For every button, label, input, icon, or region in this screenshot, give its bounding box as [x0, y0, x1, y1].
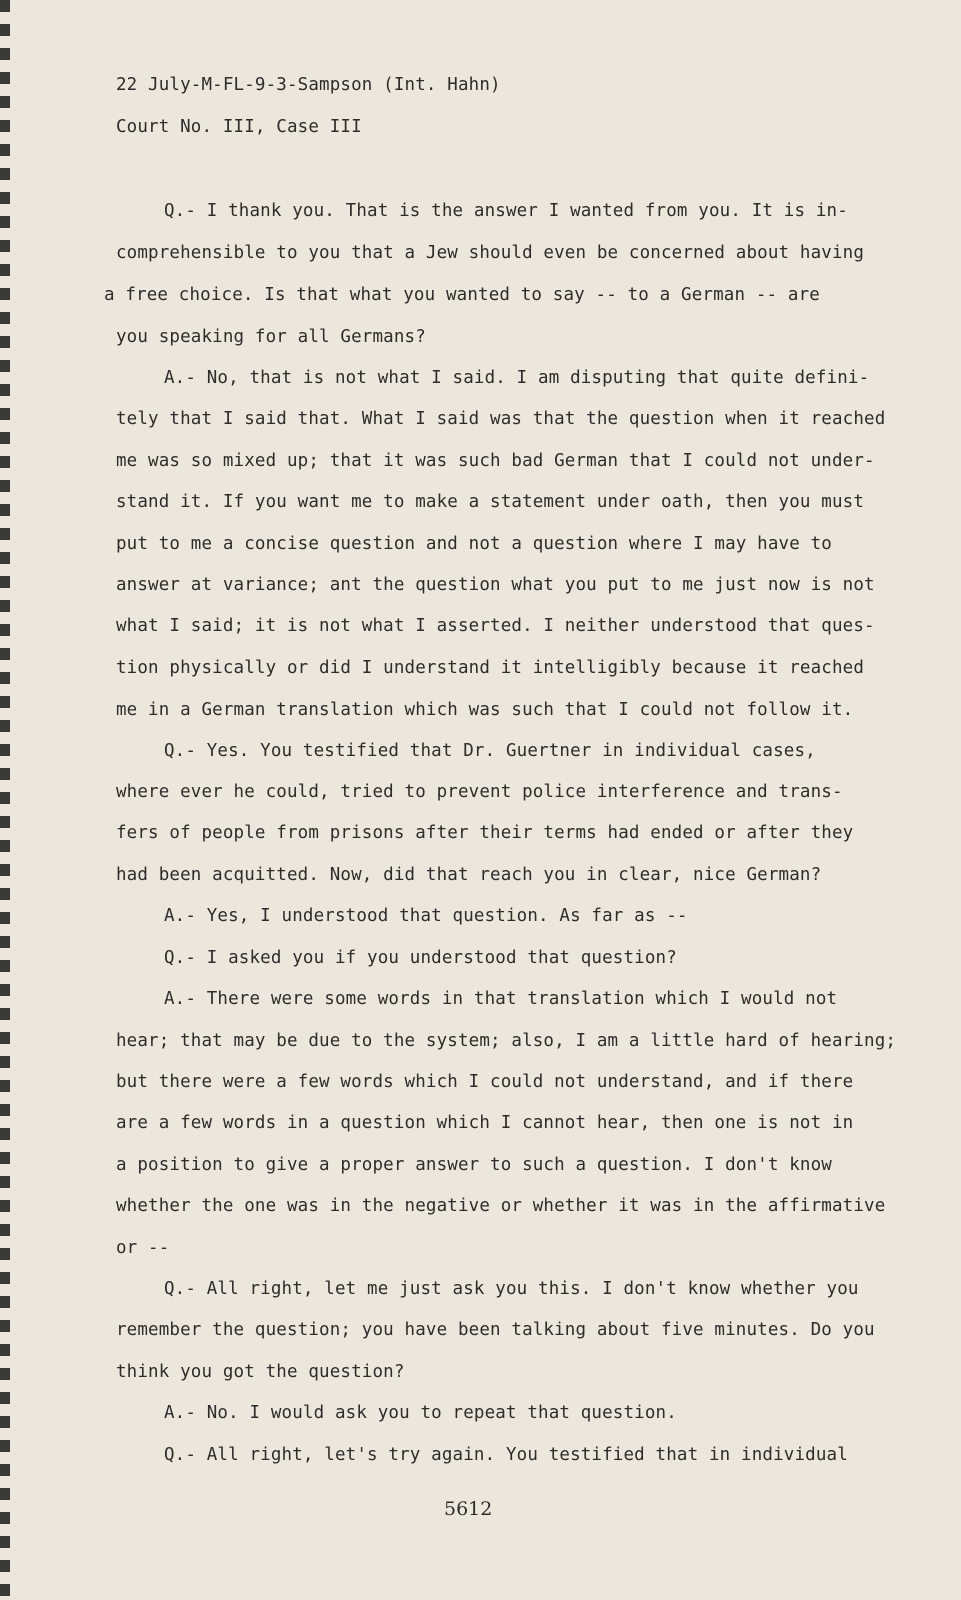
text-line: had been acquitted. Now, did that reach you in clear, nice German?	[116, 865, 822, 885]
text-line: tely that I said that. What I said was that the question when it reached	[116, 409, 886, 429]
text-line: are a few words in a question which I cannot hear, then one is not in	[116, 1113, 854, 1133]
text-line: a free choice. Is that what you wanted to say -- to a German -- are	[104, 285, 820, 305]
text-line: A.- Yes, I understood that question. As far as --	[164, 906, 688, 926]
text-line: me was so mixed up; that it was such bad German that I could not under-	[116, 451, 875, 471]
text-line: A.- No, that is not what I said. I am disputing that quite defini-	[164, 368, 870, 388]
text-line: me in a German translation which was such that I could not follow it.	[116, 700, 854, 720]
text-line: answer at variance; ant the question what you put to me just now is not	[116, 575, 875, 595]
text-line: Q.- All right, let me just ask you this. I don't know whether you	[164, 1279, 859, 1299]
text-line: or --	[116, 1238, 170, 1258]
text-line: A.- There were some words in that translation which I would not	[164, 989, 838, 1009]
text-line: fers of people from prisons after their terms had ended or after they	[116, 823, 854, 843]
text-line: Q.- I thank you. That is the answer I wanted from you. It is in-	[164, 201, 848, 221]
binding-edge	[0, 0, 10, 1600]
text-line: remember the question; you have been talking about five minutes. Do you	[116, 1320, 875, 1340]
text-line: put to me a concise question and not a question where I may have to	[116, 534, 832, 554]
page-number: 5612	[444, 1498, 493, 1520]
text-line: but there were a few words which I could not understand, and if there	[116, 1072, 854, 1092]
text-line: what I said; it is not what I asserted. I neither understood that ques-	[116, 616, 875, 636]
text-line: Q.- Yes. You testified that Dr. Guertner in individual cases,	[164, 741, 816, 761]
text-line: Q.- I asked you if you understood that question?	[164, 948, 677, 968]
text-line: you speaking for all Germans?	[116, 327, 426, 347]
text-line: a position to give a proper answer to such a question. I don't know	[116, 1155, 832, 1175]
text-line: tion physically or did I understand it intelligibly because it reached	[116, 658, 865, 678]
text-line: whether the one was in the negative or whether it was in the affirmative	[116, 1196, 886, 1216]
text-line: think you got the question?	[116, 1362, 405, 1382]
text-line: stand it. If you want me to make a statement under oath, then you must	[116, 492, 865, 512]
text-line: hear; that may be due to the system; also, I am a little hard of hearing;	[116, 1031, 897, 1051]
text-line: A.- No. I would ask you to repeat that question.	[164, 1403, 677, 1423]
text-line: Q.- All right, let's try again. You testified that in individual	[164, 1445, 848, 1465]
header-line-2: Court No. III, Case III	[116, 117, 362, 137]
text-line: where ever he could, tried to prevent police interference and trans-	[116, 782, 843, 802]
header-line-1: 22 July-M-FL-9-3-Sampson (Int. Hahn)	[116, 75, 501, 95]
text-line: comprehensible to you that a Jew should even be concerned about having	[116, 243, 865, 263]
